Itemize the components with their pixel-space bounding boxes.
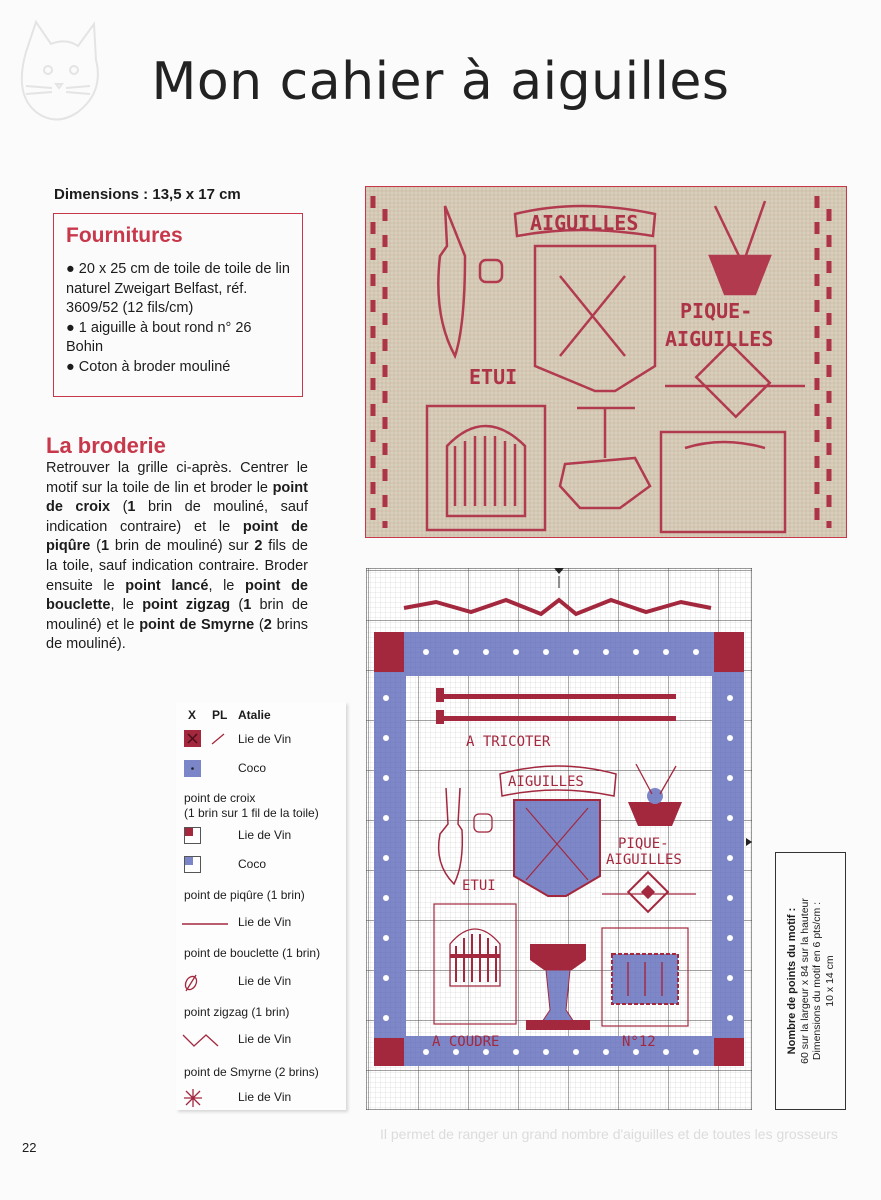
bold-run: 2 xyxy=(263,616,272,633)
bold-run: point zigzag xyxy=(142,597,231,614)
chart-label-aiguilles: AIGUILLES xyxy=(508,774,584,790)
legend-label: Coco xyxy=(238,761,267,775)
legend-label: Lie de Vin xyxy=(238,1032,292,1046)
legend-col-x: X xyxy=(188,708,197,722)
stitch-count-text xyxy=(786,856,836,1106)
legend-section-zigzag: point zigzag (1 brin) xyxy=(184,1005,290,1019)
chart-label-n12: N°12 xyxy=(622,1034,656,1050)
stitch-count-line: Dimensions du motif en 6 pts/cm : xyxy=(810,901,823,1061)
bold-run: 1 xyxy=(243,597,252,614)
text-run: brins de mouliné). xyxy=(46,616,309,653)
chart-label-etui: ETUI xyxy=(462,878,496,894)
zigzag-icon xyxy=(182,1032,222,1048)
legend-label: Lie de Vin xyxy=(238,828,292,842)
text-run: ( xyxy=(90,538,101,555)
legend-section-bouclette: point de bouclette (1 brin) xyxy=(184,946,321,960)
swatch-lie-de-vin-quarter xyxy=(184,827,201,844)
stitch-count-line: 10 x 14 cm xyxy=(823,955,835,1007)
page-number: 22 xyxy=(22,1140,37,1155)
legend-section-smyrne: point de Smyrne (2 brins) xyxy=(184,1065,319,1079)
stitch-count-line: 60 sur la largeur x 84 sur la hauteur xyxy=(798,898,810,1064)
bold-run: point de Smyrne xyxy=(139,616,255,633)
bold-run: point de bouclette xyxy=(46,577,308,614)
legend-col-pl: PL xyxy=(212,708,228,722)
chart-label-a-tricoter: A TRICOTER xyxy=(466,734,551,750)
legend-section-croix: point de croix (1 brin sur 1 fil de la toile) xyxy=(184,791,319,820)
text-run: Retrouver la grille ci-après. Centrer le motif sur la toile de lin et broder le xyxy=(46,460,308,496)
legend-label: Coco xyxy=(238,857,267,871)
legend-label: Lie de Vin xyxy=(238,915,292,929)
fourniture-item: ● 1 aiguille à bout rond n° 26 Bohin xyxy=(66,319,252,355)
photo-label-aiguilles-2: AIGUILLES xyxy=(665,327,774,351)
fourniture-item: ● Coton à broder mouliné xyxy=(66,358,231,375)
photo-label-aiguilles: AIGUILLES xyxy=(530,211,639,235)
dimensions-text: Dimensions : 13,5 x 17 cm xyxy=(54,186,241,203)
text-run: , le xyxy=(110,597,143,614)
bold-run: point de piqûre xyxy=(46,518,308,555)
broderie-title: La broderie xyxy=(46,433,166,458)
bold-run: point de croix xyxy=(46,479,308,516)
photo-label-pique: PIQUE- xyxy=(680,299,753,323)
fournitures-title: Fournitures xyxy=(66,224,183,247)
text-run: , le xyxy=(208,577,246,594)
footer-ghost-text: Il permet de ranger un grand nombre d'aiguilles et de toutes les grosseurs xyxy=(380,1126,838,1142)
text-run: ( xyxy=(230,597,244,614)
page-title: Mon cahier à aiguilles xyxy=(151,52,730,112)
text-run: fils de la toile, sauf indication contraire. Broder ensuite le xyxy=(46,538,308,594)
backstitch-slash-icon xyxy=(210,732,226,746)
text-run: brin de mouliné) et le xyxy=(46,597,309,633)
lazy-daisy-icon xyxy=(180,972,202,994)
legend-label: Lie de Vin xyxy=(238,1090,292,1104)
embroidery-photo xyxy=(365,186,847,538)
legend-col-atalie: Atalie xyxy=(238,708,271,722)
legend-label: Lie de Vin xyxy=(238,974,292,988)
legend-label: Lie de Vin xyxy=(238,732,292,746)
bold-run: 1 xyxy=(127,499,136,516)
bold-run: 1 xyxy=(101,538,110,555)
swatch-coco xyxy=(184,760,201,777)
smyrna-star-icon xyxy=(182,1088,204,1108)
broderie-instructions xyxy=(46,459,308,655)
text-run: ( xyxy=(254,616,264,633)
cross-stitch-chart xyxy=(366,568,752,1110)
legend-section-piqure: point de piqûre (1 brin) xyxy=(184,888,305,902)
bold-run: 2 xyxy=(254,538,263,555)
text-run: brin de mouliné, sauf indication contraire) et le xyxy=(46,499,308,535)
fourniture-item: ● 20 x 25 cm de toile de toile de lin naturel Zweigart Belfast, réf. 3609/52 (12 fils/cm) xyxy=(66,261,290,316)
bold-run: point lancé xyxy=(125,577,209,594)
chart-label-a-coudre: A COUDRE xyxy=(432,1034,500,1050)
stitch-count-title: Nombre de points du motif : xyxy=(785,907,798,1055)
fournitures-box xyxy=(53,213,303,397)
backstitch-line-icon xyxy=(182,920,230,928)
photo-label-etui: ETUI xyxy=(469,365,518,389)
swatch-coco-quarter xyxy=(184,856,201,873)
chart-label-aiguilles-2: AIGUILLES xyxy=(606,852,682,868)
legend-panel xyxy=(176,702,346,1110)
text-run: brin de mouliné) sur xyxy=(109,538,255,555)
text-run: ( xyxy=(110,499,128,516)
chart-label-pique: PIQUE- xyxy=(618,836,669,852)
swatch-lie-de-vin-cross xyxy=(184,730,201,747)
stitch-count-box xyxy=(775,852,846,1110)
